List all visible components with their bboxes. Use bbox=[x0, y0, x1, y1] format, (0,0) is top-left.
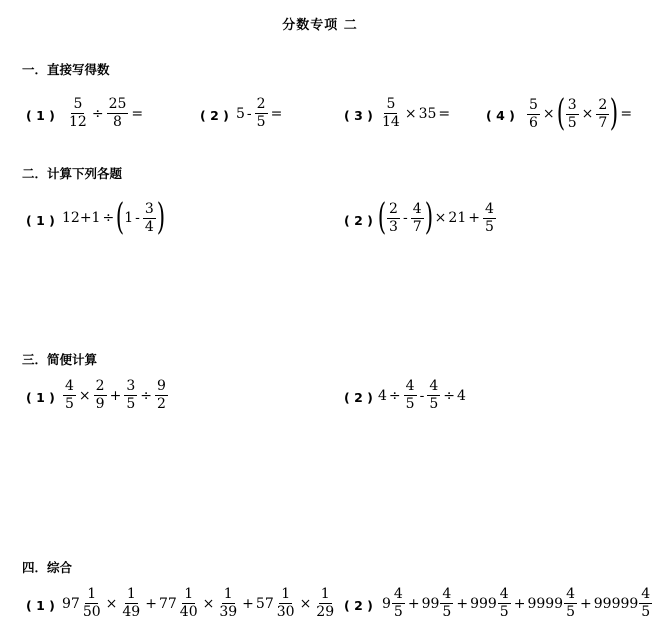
mixed-number: 99 $\frac{4}{5}$ bbox=[421, 586, 452, 620]
fraction: $\frac{4}{5}$ bbox=[65, 378, 74, 412]
problem-label: ( 2 ) bbox=[344, 390, 373, 405]
fraction: $\frac{3}{4}$ bbox=[144, 200, 154, 235]
fraction: $\frac{5}{14}$ bbox=[382, 96, 400, 130]
problem-label: ( 3 ) bbox=[344, 108, 373, 123]
expression-4-2: 9 $\frac{4}{5}$ + 99 $\frac{4}{5}$ + 999 $\frac{4}{5}$ + 9999 $\frac{4}{5}$ + 99999 $\frac{4}{5}$ bbox=[382, 586, 653, 621]
problem-label: ( 1 ) bbox=[26, 598, 55, 613]
fraction: $\frac{4}{5}$ bbox=[429, 378, 439, 412]
expression-1-3: $\frac{5}{14}$ × 35 = bbox=[382, 96, 451, 130]
expression-2-2: ( $\frac{2}{3}$ - $\frac{4}{7}$ ) × 21 + $\frac{4}{5}$ bbox=[377, 197, 494, 238]
problem-label: ( 4 ) bbox=[486, 108, 515, 123]
mixed-number: 97 $\frac{1}{50}$ bbox=[62, 586, 101, 620]
expression-3-2: 4 ÷ $\frac{4}{5}$ - $\frac{4}{5}$ ÷ 4 bbox=[378, 378, 466, 412]
page-title: 分数专项 二 bbox=[282, 18, 358, 33]
problem-label: ( 1 ) bbox=[26, 108, 55, 123]
section-heading-1: 一．直接写得数 bbox=[22, 62, 110, 77]
expression-3-1: $\frac{4}{5}$ × $\frac{2}{9}$ + $\frac{3}{5}$ ÷ $\frac{9}{2}$ bbox=[65, 378, 166, 412]
expression-4-1: 97 $\frac{1}{50}$ × $\frac{1}{49}$ + 77 $\frac{1}{40}$ × $\frac{1}{39}$ + 57 $\frac{1}{30}$ × $\frac{1}{29}$ bbox=[62, 586, 335, 620]
expression-1-2: 5 - $\frac{2}{5}$ = bbox=[236, 96, 283, 130]
mixed-number: 9999 $\frac{4}{5}$ bbox=[527, 586, 576, 620]
section-heading-2: 二．计算下列各题 bbox=[22, 166, 123, 181]
expression-1-4: $\frac{5}{6}$ × ( $\frac{3}{5}$ × $\frac{2}{7}$ ) = bbox=[529, 93, 633, 134]
fraction: $\frac{1}{29}$ bbox=[316, 586, 335, 620]
fraction: $\frac{4}{7}$ bbox=[412, 200, 422, 235]
expression-1-1: $\frac{5}{12}$ ÷ $\frac{25}{8}$ = bbox=[69, 96, 144, 130]
fraction: $\frac{5}{12}$ bbox=[69, 96, 87, 130]
fraction: $\frac{9}{2}$ bbox=[156, 378, 166, 412]
section-heading-4: 四．综合 bbox=[22, 560, 73, 575]
expression-2-1: 12+1 ÷ ( 1 - $\frac{3}{4}$ ) bbox=[62, 197, 166, 238]
fraction: $\frac{5}{6}$ bbox=[529, 96, 538, 131]
problem-label: ( 1 ) bbox=[26, 213, 55, 228]
mixed-number: 77 $\frac{1}{40}$ bbox=[158, 586, 198, 620]
mixed-number: 9 $\frac{4}{5}$ bbox=[382, 586, 403, 620]
problem-label: ( 2 ) bbox=[344, 598, 373, 613]
fraction: $\frac{2}{9}$ bbox=[95, 378, 105, 412]
fraction: $\frac{2}{7}$ bbox=[598, 96, 608, 131]
fraction: $\frac{3}{5}$ bbox=[126, 378, 136, 412]
mixed-number: 99999 $\frac{4}{5}$ bbox=[593, 586, 651, 620]
fraction: $\frac{25}{8}$ bbox=[108, 96, 127, 130]
fraction: $\frac{3}{5}$ bbox=[567, 96, 577, 131]
fraction: $\frac{2}{3}$ bbox=[389, 200, 398, 235]
fraction: $\frac{1}{49}$ bbox=[122, 586, 141, 620]
problem-label: ( 2 ) bbox=[200, 108, 229, 123]
section-heading-3: 三．简便计算 bbox=[22, 352, 98, 367]
fraction: $\frac{4}{5}$ bbox=[405, 378, 415, 412]
problem-label: ( 2 ) bbox=[344, 213, 373, 228]
mixed-number: 57 $\frac{1}{30}$ bbox=[255, 586, 295, 620]
problem-label: ( 1 ) bbox=[26, 390, 55, 405]
mixed-number: 999 $\frac{4}{5}$ bbox=[470, 586, 509, 620]
fraction: $\frac{4}{5}$ bbox=[484, 200, 494, 235]
fraction: $\frac{2}{5}$ bbox=[256, 96, 266, 130]
fraction: $\frac{1}{39}$ bbox=[219, 586, 238, 620]
